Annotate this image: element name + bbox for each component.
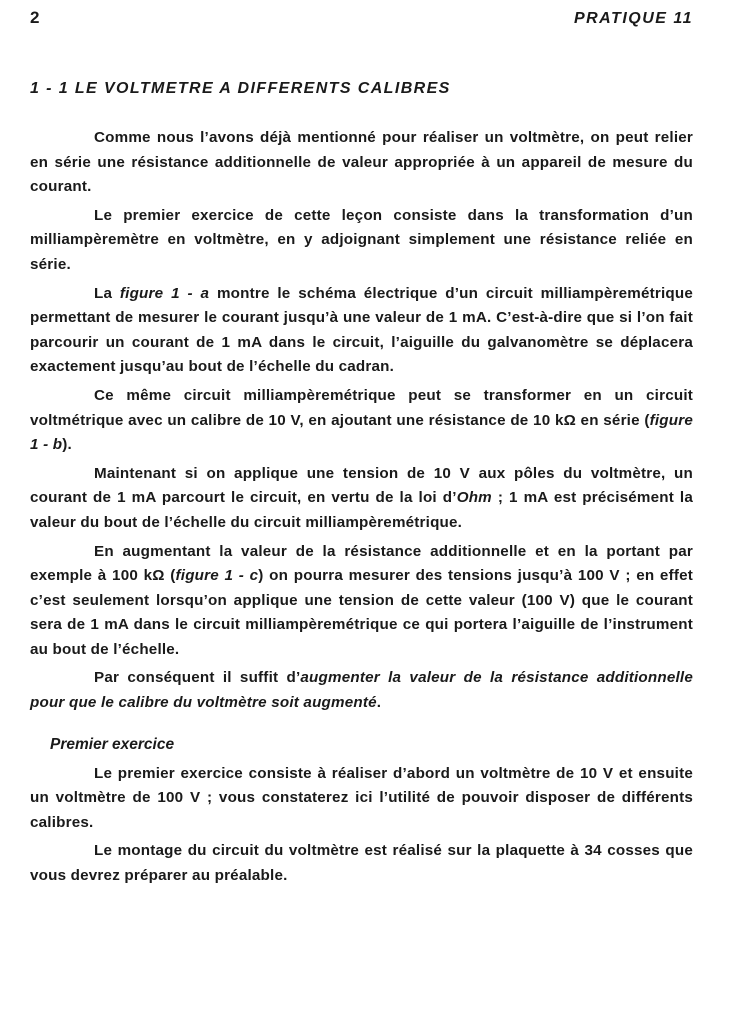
paragraph-2 bbox=[30, 204, 693, 278]
paragraph-3 bbox=[30, 282, 693, 380]
exercise-paragraph-1: Le premier exercice consiste à réaliser d’abord un voltmètre de 10 V et ensuite un voltmètre de 100 V ; vous constaterez ici l’utilité de pouvoir disposer de différents calibres. bbox=[30, 764, 693, 831]
section-title: 1 - 1 LE VOLTMETRE A DIFFERENTS CALIBRES bbox=[30, 80, 451, 97]
figure-reference: figure 1 - c bbox=[175, 567, 259, 585]
paragraph-text: Maintenant si on applique une tension de 10 V aux pôles du voltmètre, un courant de 1 mA parcourt le circuit, en vertu de la loi d’ bbox=[30, 464, 693, 507]
paragraph-1 bbox=[30, 126, 693, 200]
exercise-paragraph-2: Le montage du circuit du voltmètre est réalisé sur la plaquette à 34 cosses que vous devrez préparer au préalable. bbox=[30, 842, 693, 885]
subsection-title: Premier exercice bbox=[50, 735, 175, 753]
page-header bbox=[30, 8, 693, 34]
figure-reference: figure 1 - b bbox=[30, 411, 693, 454]
paragraph-7 bbox=[30, 666, 693, 715]
paragraph-text: La bbox=[94, 284, 120, 302]
paragraph-text: Le premier exercice de cette leçon consiste dans la transformation d’un milliampèremètre en voltmètre, en y adjoignant simplement une résistance reliée en série. bbox=[30, 206, 693, 273]
paragraph-text: ) on pourra mesurer des tensions jusqu’à 100 V ; en effet c’est seulement lorsqu’on applique une tension de cette valeur (100 V) que le courant sera de 1 mA dans le circuit milliampèremétrique ce qui portera l’aiguille de l’instrument au bout de l’échelle. bbox=[30, 567, 693, 658]
paragraph-text: ; 1 mA est précisément la valeur du bout de l’échelle du circuit milliampèremétrique. bbox=[30, 489, 693, 531]
page-number: 2 bbox=[30, 8, 40, 27]
paragraph-text: En augmentant la valeur de la résistance additionnelle et en la portant par exemple à 100 kΩ ( bbox=[30, 542, 693, 585]
paragraph-text: . bbox=[376, 694, 382, 712]
paragraph-text: Par conséquent il suffit d’ bbox=[94, 669, 301, 687]
paragraph-6 bbox=[30, 540, 693, 663]
paragraph-text: Ce même circuit milliampèremétrique peut se transformer en un circuit voltmétrique avec un calibre de 10 V, en ajoutant une résistance de 10 kΩ en série ( bbox=[30, 386, 693, 429]
figure-reference: figure 1 - a bbox=[119, 284, 210, 302]
ohm-name: Ohm bbox=[456, 489, 492, 507]
paragraph-4 bbox=[30, 384, 693, 458]
running-head: PRATIQUE 11 bbox=[573, 10, 693, 27]
paragraph-5 bbox=[30, 462, 693, 536]
paragraph-text: ). bbox=[62, 436, 72, 454]
emphasis-text: augmenter la valeur de la résistance additionnelle pour que le calibre du voltmètre soit augmenté bbox=[30, 669, 693, 712]
paragraph-text: montre le schéma électrique d’un circuit milliampèremétrique permettant de mesurer le courant jusqu’à une valeur de 1 mA. C’est-à-dire que si l’on fait parcourir un courant de 1 mA dans le circuit, l’aiguille du galvanomètre se déplacera exactement jusqu’au bout de l’échelle du cadran. bbox=[30, 284, 694, 376]
paragraph-text: Comme nous l’avons déjà mentionné pour réaliser un voltmètre, on peut relier en série une résistance additionnelle de valeur appropriée à un appareil de mesure du courant. bbox=[30, 129, 693, 196]
